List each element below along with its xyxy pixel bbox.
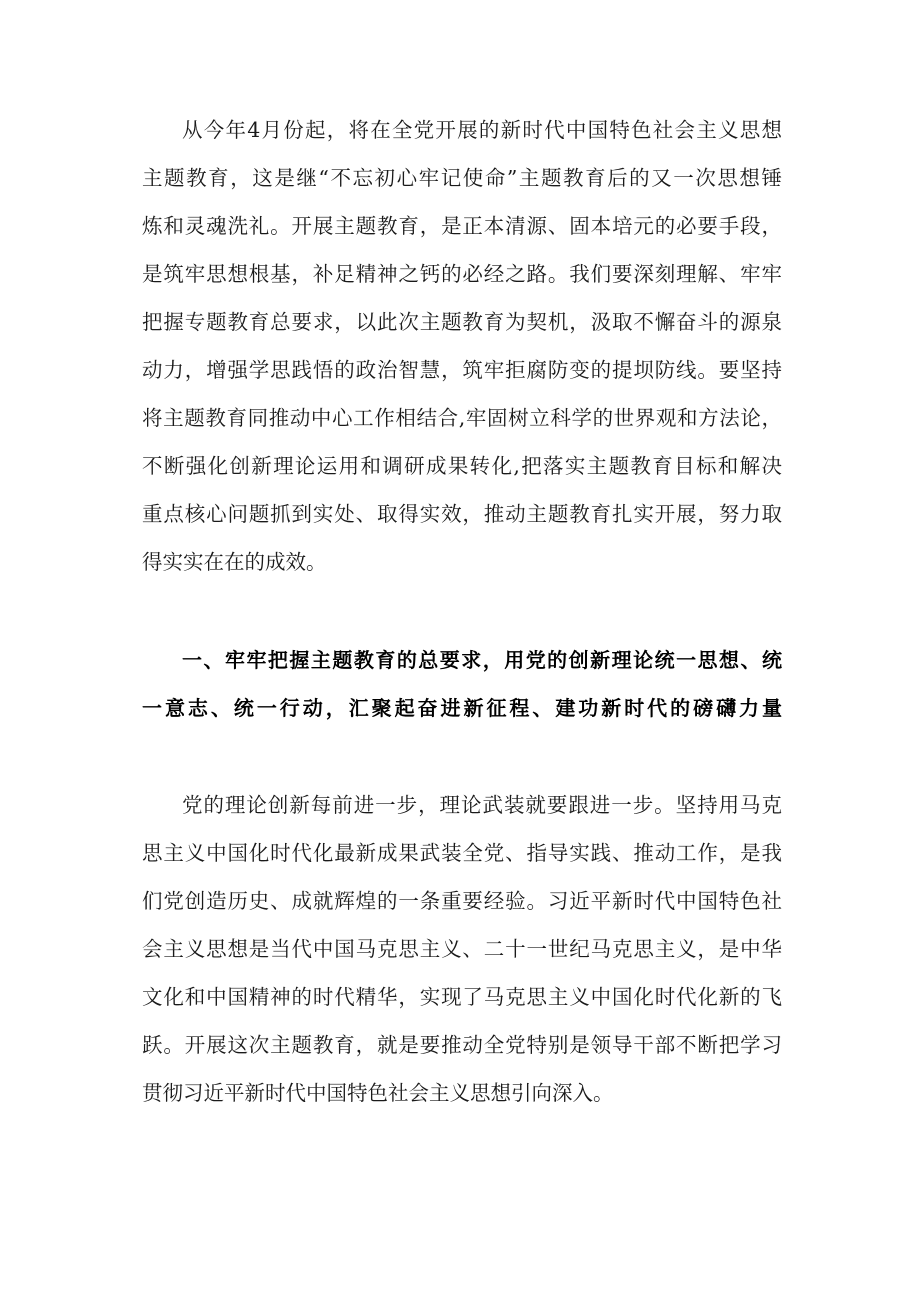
paragraph-line: 不断强化创新理论运用和调研成果转化,把落实主题教育目标和解决: [142, 454, 782, 478]
paragraph-line: 把握专题教育总要求，以此次主题教育为契机，汲取不懈奋斗的源泉: [142, 310, 782, 334]
paragraph-line: 跃。开展这次主题教育，就是要推动全党特别是领导干部不断把学习: [142, 1033, 782, 1057]
paragraph-line: 们党创造历史、成就辉煌的一条重要经验。习近平新时代中国特色社: [142, 889, 782, 913]
paragraph-line: 思主义中国化时代化最新成果武装全党、指导实践、推动工作，是我: [142, 841, 782, 865]
paragraph-line: 主题教育，这是继“不忘初心牢记使命”主题教育后的又一次思想锤: [142, 166, 782, 190]
paragraph-line: 会主义思想是当代中国马克思主义、二十一世纪马克思主义，是中华: [142, 937, 782, 961]
paragraph-line: 重点核心问题抓到实处、取得实效，推动主题教育扎实开展，努力取: [142, 502, 782, 526]
heading-line: 一意志、统一行动，汇聚起奋进新征程、建功新时代的磅礴力量: [142, 696, 782, 720]
paragraph-line: 从今年4月份起，将在全党开展的新时代中国特色社会主义思想: [182, 118, 782, 142]
heading-line: 一、牢牢把握主题教育的总要求，用党的创新理论统一思想、统: [182, 648, 782, 672]
paragraph-line: 文化和中国精神的时代精华，实现了马克思主义中国化时代化新的飞: [142, 985, 782, 1009]
paragraph-line: 将主题教育同推动中心工作相结合,牢固树立科学的世界观和方法论，: [142, 406, 782, 430]
paragraph-line: 炼和灵魂洗礼。开展主题教育，是正本清源、固本培元的必要手段，: [142, 214, 782, 238]
paragraph-line: 动力，增强学思践悟的政治智慧，筑牢拒腐防变的提坝防线。要坚持: [142, 358, 782, 382]
paragraph-line: 贯彻习近平新时代中国特色社会主义思想引向深入。: [142, 1081, 614, 1105]
paragraph-line: 得实实在在的成效。: [142, 550, 327, 574]
paragraph-line: 党的理论创新每前进一步，理论武装就要跟进一步。坚持用马克: [182, 793, 782, 817]
paragraph-line: 是筑牢思想根基，补足精神之钙的必经之路。我们要深刻理解、牢牢: [142, 262, 782, 286]
